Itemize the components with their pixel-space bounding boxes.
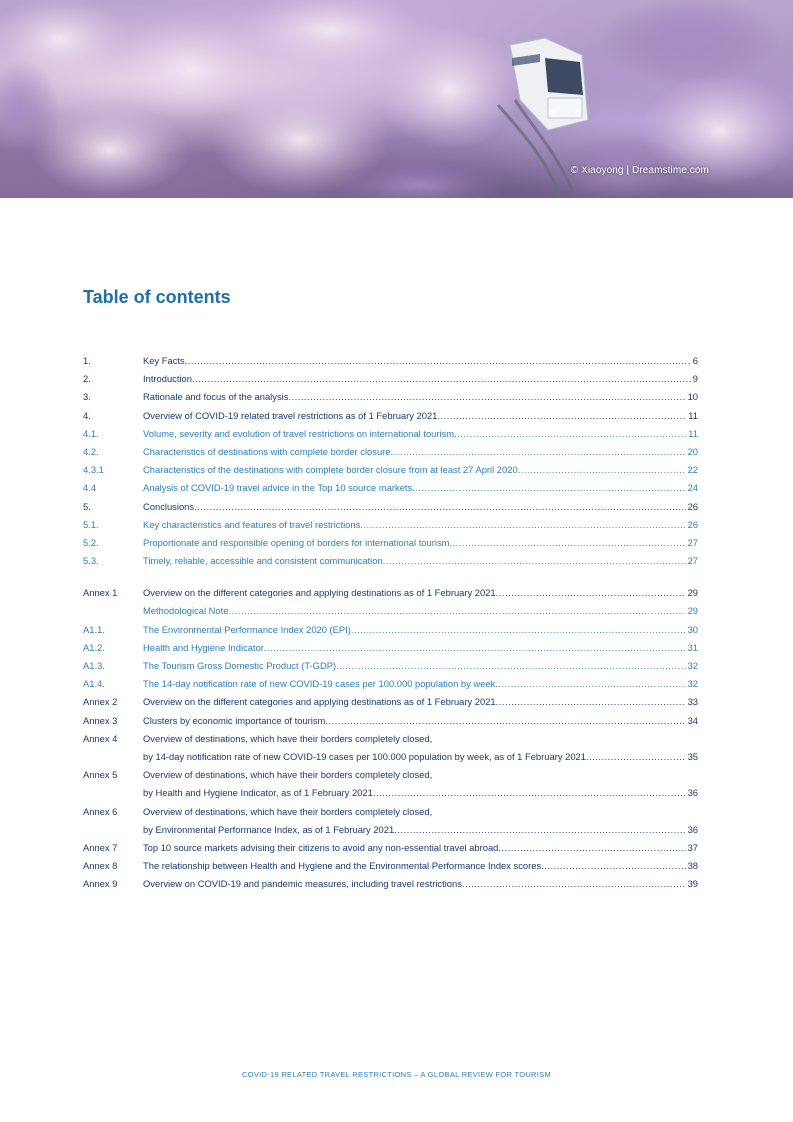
- toc-entry[interactable]: [83, 443, 698, 461]
- toc-entry-number: A1.2.: [83, 641, 105, 653]
- toc-entry[interactable]: [83, 748, 698, 766]
- toc-entry-line: [143, 425, 698, 443]
- toc-entry-line: [143, 803, 698, 821]
- toc-entry-line: [143, 748, 698, 766]
- toc-leader-dots: [496, 693, 686, 711]
- toc-entry[interactable]: [83, 857, 698, 875]
- toc-entry[interactable]: [83, 602, 698, 620]
- toc-entry-title: The relationship between Health and Hygiene and the Environmental Performance Index scores: [143, 860, 542, 872]
- section-divider: [83, 570, 698, 584]
- toc-entry-line: [143, 766, 698, 784]
- toc-leader-dots: [373, 784, 686, 802]
- page-title: Table of contents: [83, 287, 231, 307]
- toc-entry-line: [143, 657, 698, 675]
- toc-entry[interactable]: [83, 730, 698, 748]
- toc-leader-dots: [449, 534, 685, 552]
- toc-entry-number: 4.: [83, 409, 91, 421]
- toc-entry-page: 30: [687, 623, 698, 635]
- toc-leader-dots: [228, 602, 685, 620]
- toc-entry[interactable]: [83, 407, 698, 425]
- toc-entry-number: 3.: [83, 391, 91, 403]
- toc-entry-line: [143, 534, 698, 552]
- toc-entry[interactable]: [83, 803, 698, 821]
- toc-entry-number: Annex 4: [83, 732, 118, 744]
- toc-entry-title: Clusters by economic importance of tourism: [143, 714, 326, 726]
- toc-entry-number: Annex 3: [83, 714, 118, 726]
- toc-entry-line: [143, 621, 698, 639]
- table-of-contents: [83, 352, 698, 893]
- toc-entry-line: [143, 516, 698, 534]
- toc-entry[interactable]: [83, 657, 698, 675]
- toc-entry-page: 32: [687, 678, 698, 690]
- toc-entry-title: Overview of destinations, which have their borders completely closed,: [143, 805, 433, 817]
- toc-leader-dots: [495, 675, 685, 693]
- toc-entry-line: [143, 821, 698, 839]
- toc-entry-title: The Tourism Gross Domestic Product (T-GDP): [143, 660, 337, 671]
- toc-leader-dots: [518, 461, 686, 479]
- toc-entry-line: [143, 370, 698, 388]
- toc-entry-page: 35: [687, 750, 698, 762]
- toc-leader-dots: [185, 352, 691, 370]
- toc-entry-page: 20: [687, 445, 698, 457]
- toc-entry[interactable]: [83, 821, 698, 839]
- toc-entry-title: Characteristics of the destinations with complete border closure from at least 27 April 2020: [143, 464, 518, 476]
- toc-entry-line: [143, 712, 698, 730]
- toc-entry-line: [143, 602, 698, 620]
- toc-entry-line: [143, 552, 698, 570]
- toc-entry-number: 5.: [83, 500, 91, 512]
- toc-leader-dots: [288, 388, 685, 406]
- toc-leader-dots: [360, 516, 685, 534]
- toc-entry-page: 36: [687, 787, 698, 799]
- toc-entry-title: Characteristics of destinations with complete border closure: [143, 445, 391, 457]
- toc-entry-page: 36: [687, 823, 698, 835]
- toc-entry[interactable]: [83, 534, 698, 552]
- toc-entry-page: 11: [688, 409, 698, 421]
- toc-entry[interactable]: [83, 875, 698, 893]
- toc-annex-section: [83, 584, 698, 893]
- toc-entry[interactable]: [83, 639, 698, 657]
- toc-entry-line: [143, 352, 698, 370]
- toc-main-section: [83, 352, 698, 570]
- toc-entry-page: 26: [687, 518, 698, 530]
- toc-entry-number: Annex 6: [83, 805, 118, 817]
- toc-entry-number: Annex 5: [83, 769, 118, 781]
- toc-leader-dots: [391, 443, 686, 461]
- toc-entry-page: 38: [687, 860, 698, 872]
- toc-entry-line: [143, 693, 698, 711]
- toc-leader-dots: [194, 498, 685, 516]
- toc-entry-title: Key characteristics and features of travel restrictions: [143, 518, 361, 530]
- toc-entry[interactable]: [83, 352, 698, 370]
- toc-entry-title: Analysis of COVID-19 travel advice in the Top 10 source markets: [143, 482, 413, 494]
- toc-entry-number: A1.3.: [83, 660, 105, 671]
- toc-entry-title: The 14-day notification rate of new COVID-19 cases per 100.000 population by week: [143, 678, 496, 690]
- toc-entry-number: Annex 8: [83, 860, 118, 872]
- toc-entry-line: [143, 479, 698, 497]
- toc-leader-dots: [496, 584, 686, 602]
- toc-entry-page: 29: [687, 587, 698, 599]
- toc-entry[interactable]: [83, 693, 698, 711]
- toc-entry[interactable]: [83, 498, 698, 516]
- toc-entry[interactable]: [83, 712, 698, 730]
- toc-entry-number: 4.4: [83, 482, 97, 494]
- toc-entry-number: 4.1.: [83, 427, 99, 439]
- toc-entry-title: Introduction: [143, 373, 192, 385]
- toc-entry[interactable]: [83, 516, 698, 534]
- toc-leader-dots: [498, 839, 685, 857]
- toc-entry-line: [143, 730, 698, 748]
- toc-entry-page: 32: [687, 660, 698, 671]
- toc-entry[interactable]: [83, 839, 698, 857]
- toc-entry-number: 4.3.1: [83, 464, 104, 476]
- toc-entry-title: Key Facts: [143, 355, 185, 366]
- toc-entry[interactable]: [83, 461, 698, 479]
- toc-entry-line: [143, 875, 698, 893]
- toc-leader-dots: [454, 425, 686, 443]
- toc-entry-title: by 14-day notification rate of new COVID-19 cases per 100.000 population by week, as of 1 February 2021: [143, 750, 586, 762]
- toc-entry-page: 24: [687, 482, 698, 494]
- toc-entry-page: 9: [692, 373, 698, 385]
- toc-entry-line: [143, 443, 698, 461]
- running-footer: COVID-19 RELATED TRAVEL RESTRICTIONS – A GLOBAL REVIEW FOR TOURISM: [241, 1070, 552, 1079]
- toc-entry-line: [143, 407, 698, 425]
- toc-leader-dots: [462, 875, 686, 893]
- toc-leader-dots: [541, 857, 685, 875]
- toc-entry-title: Proportionate and responsible opening of borders for international tourism: [143, 536, 450, 548]
- toc-entry[interactable]: [83, 766, 698, 784]
- toc-entry-number: 5.1.: [83, 518, 99, 530]
- toc-entry-line: [143, 461, 698, 479]
- toc-entry-page: 10: [687, 391, 698, 403]
- toc-entry-number: Annex 9: [83, 878, 118, 890]
- toc-entry-page: 34: [687, 714, 698, 726]
- toc-entry-line: [143, 857, 698, 875]
- toc-entry[interactable]: [83, 784, 698, 802]
- toc-entry-number: A1.1.: [83, 623, 105, 635]
- toc-entry[interactable]: [83, 370, 698, 388]
- toc-entry-number: 5.2.: [83, 536, 99, 548]
- toc-entry-page: 29: [687, 605, 698, 617]
- toc-entry-title: Overview on the different categories and applying destinations as of 1 February 2021: [143, 587, 496, 599]
- toc-leader-dots: [325, 712, 685, 730]
- toc-entry-page: 6: [692, 355, 698, 366]
- toc-entry-page: 37: [687, 841, 698, 853]
- toc-entry-number: Annex 2: [83, 696, 118, 708]
- toc-entry-number: 1.: [83, 355, 91, 366]
- toc-entry-title: Overview on COVID-19 and pandemic measures, including travel restrictions: [143, 878, 462, 890]
- toc-entry-title: by Health and Hygiene Indicator, as of 1 February 2021: [143, 787, 373, 799]
- toc-entry-line: [143, 675, 698, 693]
- toc-entry[interactable]: [83, 388, 698, 406]
- toc-entry-line: [143, 784, 698, 802]
- toc-entry-page: 22: [687, 464, 698, 476]
- train: [510, 38, 588, 130]
- toc-entry-line: [143, 498, 698, 516]
- toc-leader-dots: [437, 407, 686, 425]
- toc-entry-page: 27: [687, 555, 698, 567]
- cover-photo: [0, 0, 793, 198]
- toc-entry-title: Health and Hygiene Indicator: [143, 641, 264, 653]
- photo-credit: © Xiaoyong | Dreamstime.com: [570, 165, 709, 176]
- toc-entry-line: [143, 839, 698, 857]
- toc-leader-dots: [192, 370, 691, 388]
- toc-leader-dots: [264, 639, 686, 657]
- toc-leader-dots: [383, 552, 686, 570]
- toc-entry-title: Methodological Note: [143, 605, 229, 617]
- toc-entry[interactable]: [83, 584, 698, 602]
- toc-entry-line: [143, 388, 698, 406]
- toc-leader-dots: [351, 621, 686, 639]
- toc-entry-title: Top 10 source markets advising their citizens to avoid any non-essential travel abroad: [143, 841, 499, 853]
- toc-leader-dots: [336, 657, 685, 675]
- toc-leader-dots: [412, 479, 685, 497]
- toc-entry-number: A1.4.: [83, 678, 105, 690]
- toc-entry-line: [143, 639, 698, 657]
- toc-entry-title: Overview of destinations, which have their borders completely closed,: [143, 769, 433, 781]
- toc-entry-number: 2.: [83, 373, 91, 385]
- toc-leader-dots: [586, 748, 686, 766]
- toc-entry-page: 39: [687, 878, 698, 890]
- toc-leader-dots: [394, 821, 685, 839]
- toc-entry[interactable]: [83, 621, 698, 639]
- toc-entry[interactable]: [83, 425, 698, 443]
- toc-entry[interactable]: [83, 479, 698, 497]
- toc-entry-page: 11: [688, 427, 698, 439]
- toc-entry-number: Annex 7: [83, 841, 118, 853]
- toc-entry-title: Conclusions: [143, 500, 195, 512]
- toc-entry-page: 33: [687, 696, 698, 708]
- toc-entry-title: by Environmental Performance Index, as of 1 February 2021: [143, 823, 395, 835]
- toc-entry-title: Rationale and focus of the analysis: [143, 391, 289, 403]
- toc-entry-number: Annex 1: [83, 587, 118, 599]
- toc-entry-title: Volume, severity and evolution of travel restrictions on international tourism: [143, 427, 455, 439]
- toc-entry-line: [143, 584, 698, 602]
- toc-entry-title: Overview on the different categories and applying destinations as of 1 February 2021: [143, 696, 496, 708]
- toc-entry-number: 4.2.: [83, 445, 99, 457]
- toc-entry-page: 27: [687, 536, 698, 548]
- toc-entry-title: Timely, reliable, accessible and consistent communication: [143, 555, 383, 567]
- toc-entry-title: Overview of destinations, which have their borders completely closed,: [143, 732, 433, 744]
- toc-entry[interactable]: [83, 552, 698, 570]
- toc-entry-page: 31: [687, 641, 698, 653]
- toc-entry-title: The Environmental Performance Index 2020 (EPI): [143, 623, 351, 635]
- toc-entry-title: Overview of COVID-19 related travel restrictions as of 1 February 2021: [143, 409, 438, 421]
- toc-entry[interactable]: [83, 675, 698, 693]
- toc-entry-page: 26: [687, 500, 698, 512]
- toc-entry-number: 5.3.: [83, 555, 99, 567]
